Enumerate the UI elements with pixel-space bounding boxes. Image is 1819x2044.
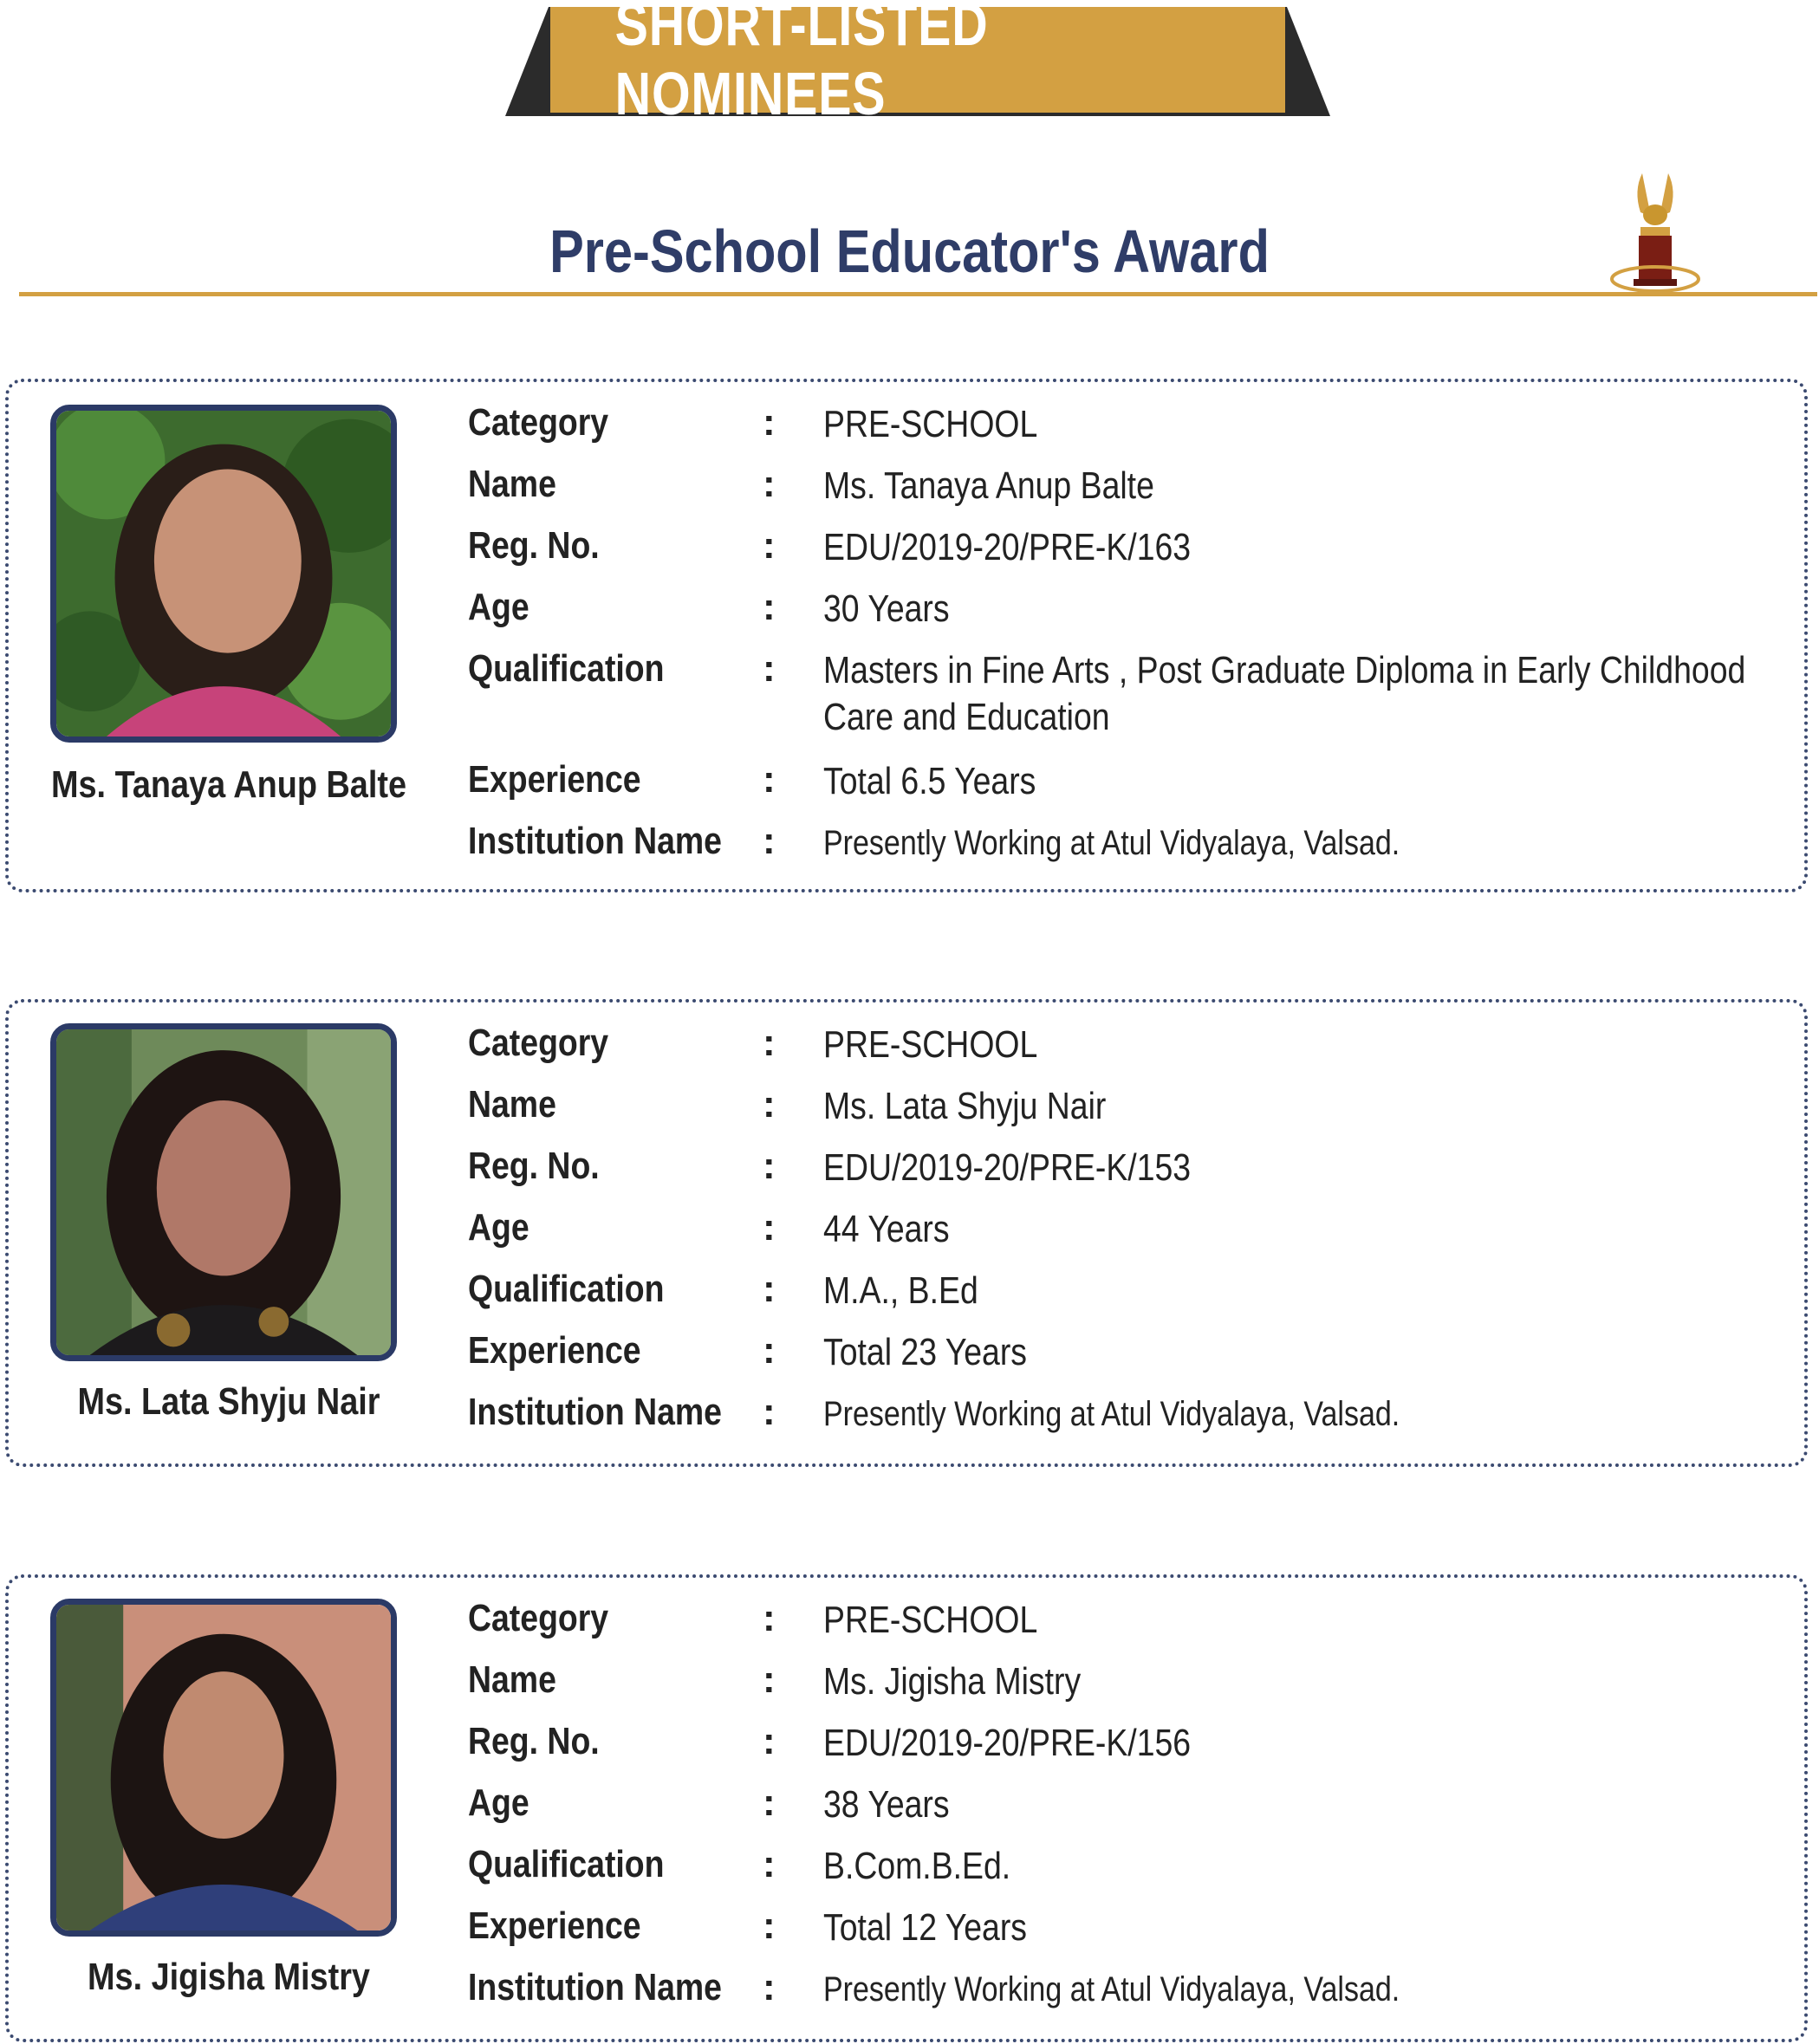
detail-row-qualification (468, 1268, 1794, 1328)
label-experience: Experience (468, 1904, 641, 1947)
detail-row-category (468, 1022, 1794, 1082)
label-qualification: Qualification (468, 1843, 665, 1885)
detail-row-age (468, 586, 1794, 646)
colon: : (763, 1658, 776, 1701)
detail-row-name (468, 1083, 1794, 1144)
colon: : (763, 647, 776, 690)
value-institution: Presently Working at Atul Vidyalaya, Valsad. (823, 1395, 1400, 1433)
colon: : (763, 463, 776, 505)
label-name: Name (468, 463, 556, 505)
detail-row-name (468, 1658, 1794, 1719)
nominee-caption: Ms. Tanaya Anup Balte (50, 763, 407, 806)
colon: : (763, 401, 776, 444)
nominee-caption: Ms. Lata Shyju Nair (77, 1380, 380, 1423)
value-age: 38 Years (823, 1783, 950, 1826)
label-category: Category (468, 401, 609, 444)
detail-row-category (468, 401, 1794, 462)
detail-row-institution (468, 1391, 1794, 1451)
detail-row-institution (468, 1966, 1794, 2027)
colon: : (763, 1391, 776, 1433)
colon: : (763, 1843, 776, 1885)
nominee-photo (50, 1599, 397, 1937)
detail-row-institution (468, 820, 1794, 880)
nominee-card (5, 379, 1808, 892)
detail-row-experience (468, 1329, 1794, 1390)
label-category: Category (468, 1597, 609, 1639)
value-category: PRE-SCHOOL (823, 403, 1038, 445)
label-reg-no: Reg. No. (468, 1145, 600, 1187)
value-qualification: M.A., B.Ed (823, 1269, 978, 1312)
colon: : (763, 1329, 776, 1372)
banner-title: SHORT-LISTED NOMINEES (614, 0, 989, 127)
detail-row-experience (468, 758, 1794, 819)
value-institution: Presently Working at Atul Vidyalaya, Valsad. (823, 824, 1400, 862)
colon: : (763, 758, 776, 801)
detail-row-name (468, 463, 1794, 523)
colon: : (763, 1904, 776, 1947)
value-name: Ms. Tanaya Anup Balte (823, 464, 1154, 507)
header-banner (505, 0, 1330, 127)
title-divider (19, 292, 1817, 296)
colon: : (763, 1022, 776, 1064)
colon: : (763, 1781, 776, 1824)
detail-row-reg-no (468, 1720, 1794, 1781)
value-qualification: Masters in Fine Arts , Post Graduate Diploma in Early Childhood Care and Education (823, 649, 1746, 738)
value-qualification: B.Com.B.Ed. (823, 1845, 1011, 1887)
label-reg-no: Reg. No. (468, 1720, 600, 1762)
label-name: Name (468, 1658, 556, 1701)
label-institution: Institution Name (468, 1966, 722, 2008)
colon: : (763, 1145, 776, 1187)
value-experience: Total 23 Years (823, 1331, 1027, 1373)
nominee-photo (50, 405, 397, 743)
colon: : (763, 1720, 776, 1762)
value-age: 30 Years (823, 587, 950, 630)
label-age: Age (468, 586, 529, 628)
value-reg-no: EDU/2019-20/PRE-K/153 (823, 1146, 1192, 1189)
value-name: Ms. Jigisha Mistry (823, 1660, 1082, 1703)
colon: : (763, 1206, 776, 1249)
detail-row-age (468, 1206, 1794, 1267)
label-age: Age (468, 1781, 529, 1824)
value-experience: Total 6.5 Years (823, 760, 1036, 802)
detail-row-reg-no (468, 1145, 1794, 1205)
colon: : (763, 524, 776, 567)
value-reg-no: EDU/2019-20/PRE-K/163 (823, 526, 1192, 568)
award-title: Pre-School Educator's Award (549, 217, 1270, 285)
label-age: Age (468, 1206, 529, 1249)
colon: : (763, 1966, 776, 2008)
label-reg-no: Reg. No. (468, 524, 600, 567)
nominee-caption: Ms. Jigisha Mistry (88, 1956, 370, 1998)
value-name: Ms. Lata Shyju Nair (823, 1085, 1107, 1127)
trophy-icon (1608, 165, 1703, 295)
detail-row-experience (468, 1904, 1794, 1965)
label-name: Name (468, 1083, 556, 1126)
nominee-card (5, 999, 1808, 1467)
value-age: 44 Years (823, 1208, 950, 1250)
label-experience: Experience (468, 758, 641, 801)
colon: : (763, 1268, 776, 1310)
label-qualification: Qualification (468, 647, 665, 690)
value-category: PRE-SCHOOL (823, 1023, 1038, 1066)
detail-row-qualification (468, 647, 1794, 751)
detail-row-age (468, 1781, 1794, 1842)
colon: : (763, 1083, 776, 1126)
colon: : (763, 586, 776, 628)
value-reg-no: EDU/2019-20/PRE-K/156 (823, 1722, 1192, 1764)
label-institution: Institution Name (468, 820, 722, 862)
colon: : (763, 1597, 776, 1639)
nominee-card (5, 1574, 1808, 2042)
detail-row-reg-no (468, 524, 1794, 585)
value-category: PRE-SCHOOL (823, 1599, 1038, 1641)
colon: : (763, 820, 776, 862)
value-experience: Total 12 Years (823, 1906, 1027, 1949)
nominee-photo (50, 1023, 397, 1361)
value-institution: Presently Working at Atul Vidyalaya, Valsad. (823, 1970, 1400, 2008)
detail-row-qualification (468, 1843, 1794, 1904)
label-institution: Institution Name (468, 1391, 722, 1433)
label-experience: Experience (468, 1329, 641, 1372)
label-category: Category (468, 1022, 609, 1064)
label-qualification: Qualification (468, 1268, 665, 1310)
detail-row-category (468, 1597, 1794, 1658)
